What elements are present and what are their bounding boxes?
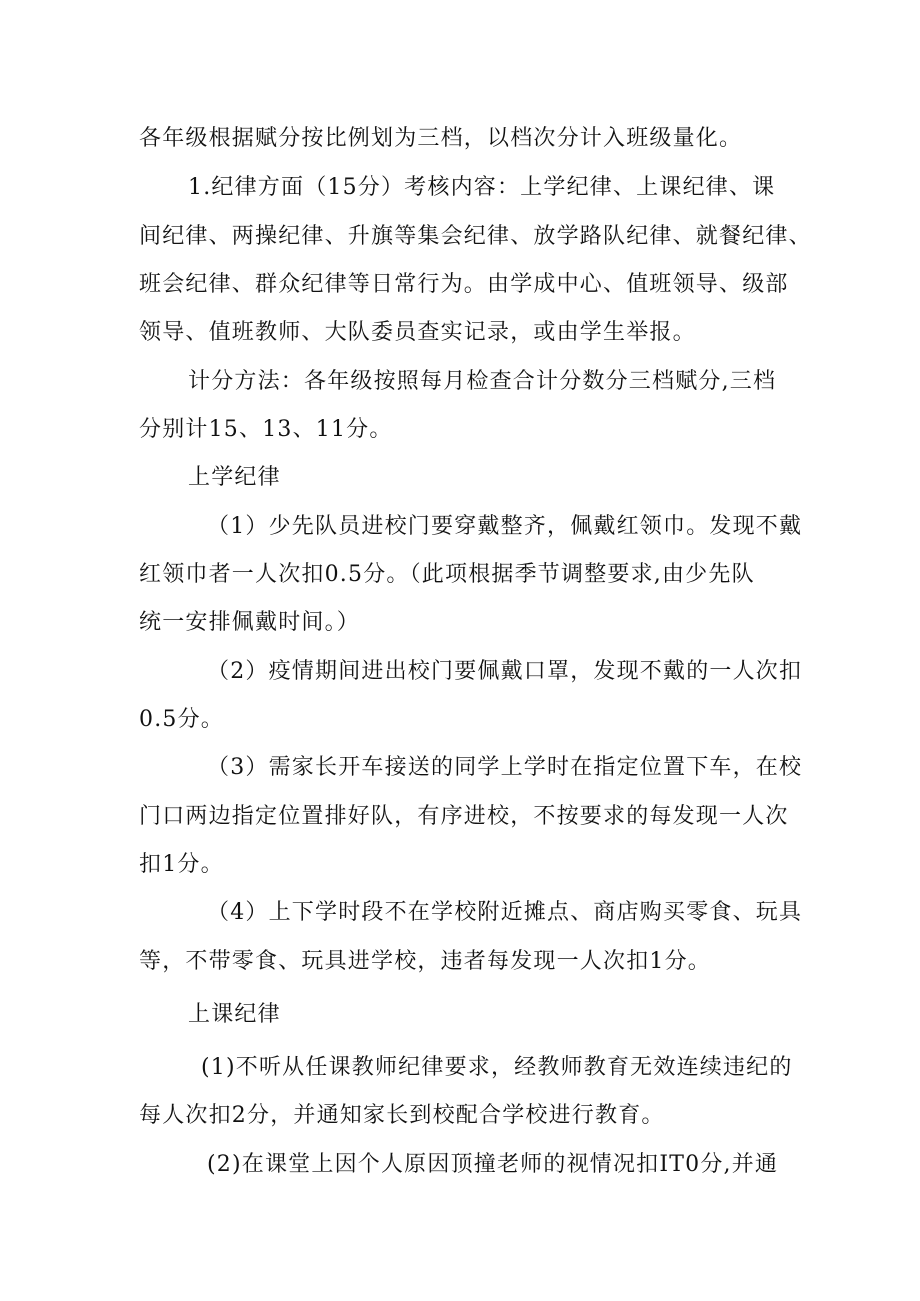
text-line: 领导、值班教师、大队委员查实记录，或由学生举报。 — [139, 320, 696, 345]
text-line: （1）少先队员进校门要穿戴整齐，佩戴红领巾。发现不戴 — [207, 514, 803, 539]
text-line: 分别计15、13、11分。 — [139, 417, 393, 442]
text-line: （2）疫情期间进出校门要佩戴口罩，发现不戴的一人次扣 — [207, 659, 803, 684]
text-line: 班会纪律、群众纪律等日常行为。由学成中心、值班领导、级部 — [139, 272, 789, 297]
section-heading: 上学纪律 — [188, 465, 281, 490]
text-line: 各年级根据赋分按比例划为三档，以档次分计入班级量化。 — [139, 126, 743, 151]
section-heading: 上课纪律 — [188, 1002, 281, 1027]
text-line: 计分方法：各年级按照每月检查合计分数分三档赋分,三档 — [188, 369, 777, 394]
text-line: 每人次扣2分，并通知家长到校配合学校进行教育。 — [139, 1103, 665, 1128]
text-line: (2)在课堂上因个人原因顶撞老师的视情况扣IT0分,并通 — [207, 1152, 779, 1177]
text-line: （4）上下学时段不在学校附近摊点、商店购买零食、玩具 — [207, 900, 803, 925]
text-line: 间纪律、两操纪律、升旗等集会纪律、放学路队纪律、就餐纪律、 — [139, 224, 812, 249]
text-line: 扣1分。 — [139, 852, 224, 877]
text-line: 门口两边指定位置排好队，有序进校，不按要求的每发现一人次 — [139, 804, 789, 829]
text-line: 等，不带零食、玩具进学校，违者每发现一人次扣1分。 — [139, 949, 711, 974]
text-line: 0.5分。 — [139, 707, 224, 732]
text-line: 统一安排佩戴时间。） — [139, 610, 361, 635]
text-line: （3）需家长开车接送的同学上学时在指定位置下车，在校 — [207, 755, 803, 780]
text-line: (1)不听从任课教师纪律要求，经教师教育无效连续违纪的 — [201, 1055, 793, 1080]
text-line: 1.纪律方面（15分）考核内容：上学纪律、上课纪律、课 — [188, 175, 776, 200]
text-line: 红领巾者一人次扣0.5分。（此项根据季节调整要求,由少先队 — [139, 562, 755, 587]
